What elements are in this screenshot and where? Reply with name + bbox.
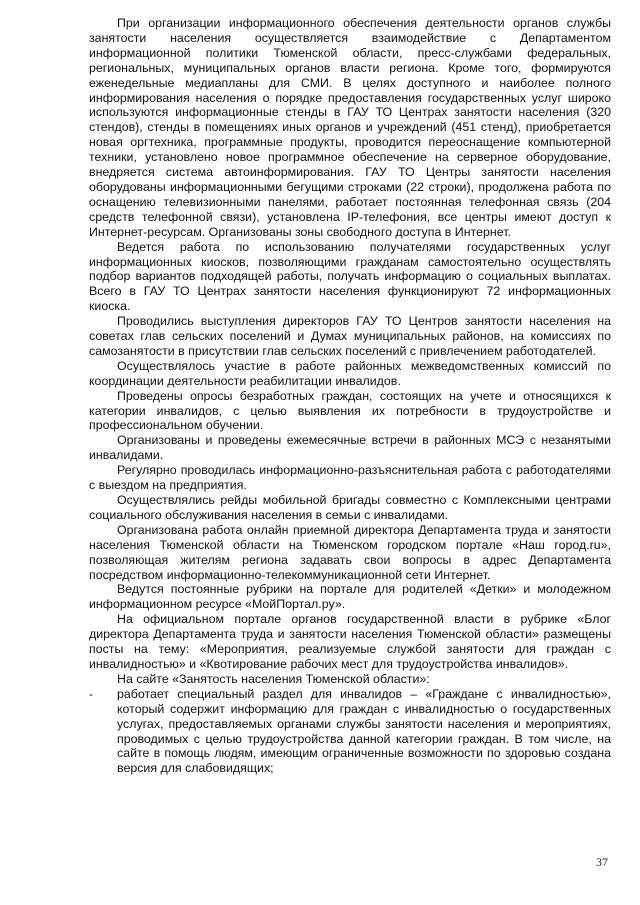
paragraph-portal-rubrics: Ведутся постоянные рубрики на портале для родителей «Детки» и молодежном информационном ресурсе «МойПортал.ру». bbox=[89, 582, 611, 612]
paragraph-online-reception: Организована работа онлайн приемной директора Департамента труда и занятости населения Тюменской области на Тюменском городском портале «Наш город.ru», позволяющая жителям региона задавать свои вопросы в адрес Департамента посредством информационно-телекоммуникационной сети Интернет. bbox=[89, 522, 611, 582]
paragraph-surveys: Проведены опросы безработных граждан, состоящих на учете и относящихся к категории инвалидов, с целью выявления их потребности в трудоустройстве и профессиональном обучении. bbox=[89, 388, 611, 433]
paragraph-employer-work: Регулярно проводилась информационно-разъяснительная работа с работодателями с выездом на предприятия. bbox=[89, 463, 611, 493]
paragraph-info-support: При организации информационного обеспечения деятельности органов службы занятости населения осуществляется взаимодействие с Департаментом информационной политики Тюменской области, пресс-службами федеральных, региональных, муниципальных органов власти региона. Кроме того, формируются еженедельные медиапланы для СМИ. В целях доступного и наиболее полного информирования населения о порядке предоставления государственных услуг широко используются информационные стенды в ГАУ ТО Центрах занятости населения (320 стендов), стенды в помещениях иных органов и учреждений (451 стенд), приобретается новая оргтехника, программные продукты, проводится переоснащение компьютерной техники, установлено новое программное обеспечение на серверное оборудование, внедряется система автоинформирования. ГАУ ТО Центры занятости населения оборудованы информационными бегущими строками (22 строки), продолжена работа по оснащению телевизионными панелями, работает постоянная телефонная связь (204 средств телефонной связи), установлена IP-телефония, все центры имеют доступ к Интернет-ресурсам. Организованы зоны свободного доступа в Интернет. bbox=[89, 16, 611, 239]
paragraph-director-speeches: Проводились выступления директоров ГАУ ТО Центров занятости населения на советах глав сельских поселений и Думах муниципальных районов, на комиссиях по самозанятости в присутствии глав сельских поселений с привлечением работодателей. bbox=[89, 314, 611, 358]
paragraph-info-kiosks: Ведется работа по использованию получателями государственных услуг информационных киосков, позволяющими гражданам самостоятельно осуществлять подбор вариантов подходящей работы, получать информацию о социальных выплатах. Всего в ГАУ ТО Центрах занятости населения функционируют 72 информационных киоска. bbox=[89, 239, 611, 314]
list-marker: - bbox=[89, 686, 94, 701]
paragraph-director-blog: На официальном портале органов государственной власти в рубрике «Блог директора Департамента труда и занятости населения Тюменской области» размещены посты на тему: «Мероприятия, реализуемые службой занятости для граждан с инвалидностью» и «Квотирование рабочих мест для трудоустройства инвалидов». bbox=[89, 612, 611, 671]
list-item bbox=[89, 687, 611, 776]
page-number: 37 bbox=[596, 855, 608, 869]
paragraph-commissions: Осуществлялось участие в работе районных межведомственных комиссий по координации деятельности реабилитации инвалидов. bbox=[89, 358, 611, 388]
paragraph-site-intro: На сайте «Занятость населения Тюменской области»: bbox=[117, 671, 430, 686]
document-page bbox=[89, 16, 611, 776]
list-item-text: работает специальный раздел для инвалидов – «Граждане с инвалидностью», который содержит информацию для граждан с инвалидностью о государственных услугах, предоставляемых органами службы занятости населения и мероприятиях, проводимых с целью трудоустройства данной категории граждан. В том числе, на сайте в помощь людям, имеющим ограниченные возможности по здоровью создана версия для слабовидящих; bbox=[117, 686, 611, 776]
paragraph-mobile-brigade: Осуществлялись рейды мобильной бригады совместно с Комплексными центрами социального обслуживания населения в семьи с инвалидами. bbox=[89, 493, 611, 522]
paragraph-mse-meetings: Организованы и проведены ежемесячные встречи в районных МСЭ с незанятыми инвалидами. bbox=[89, 433, 611, 463]
